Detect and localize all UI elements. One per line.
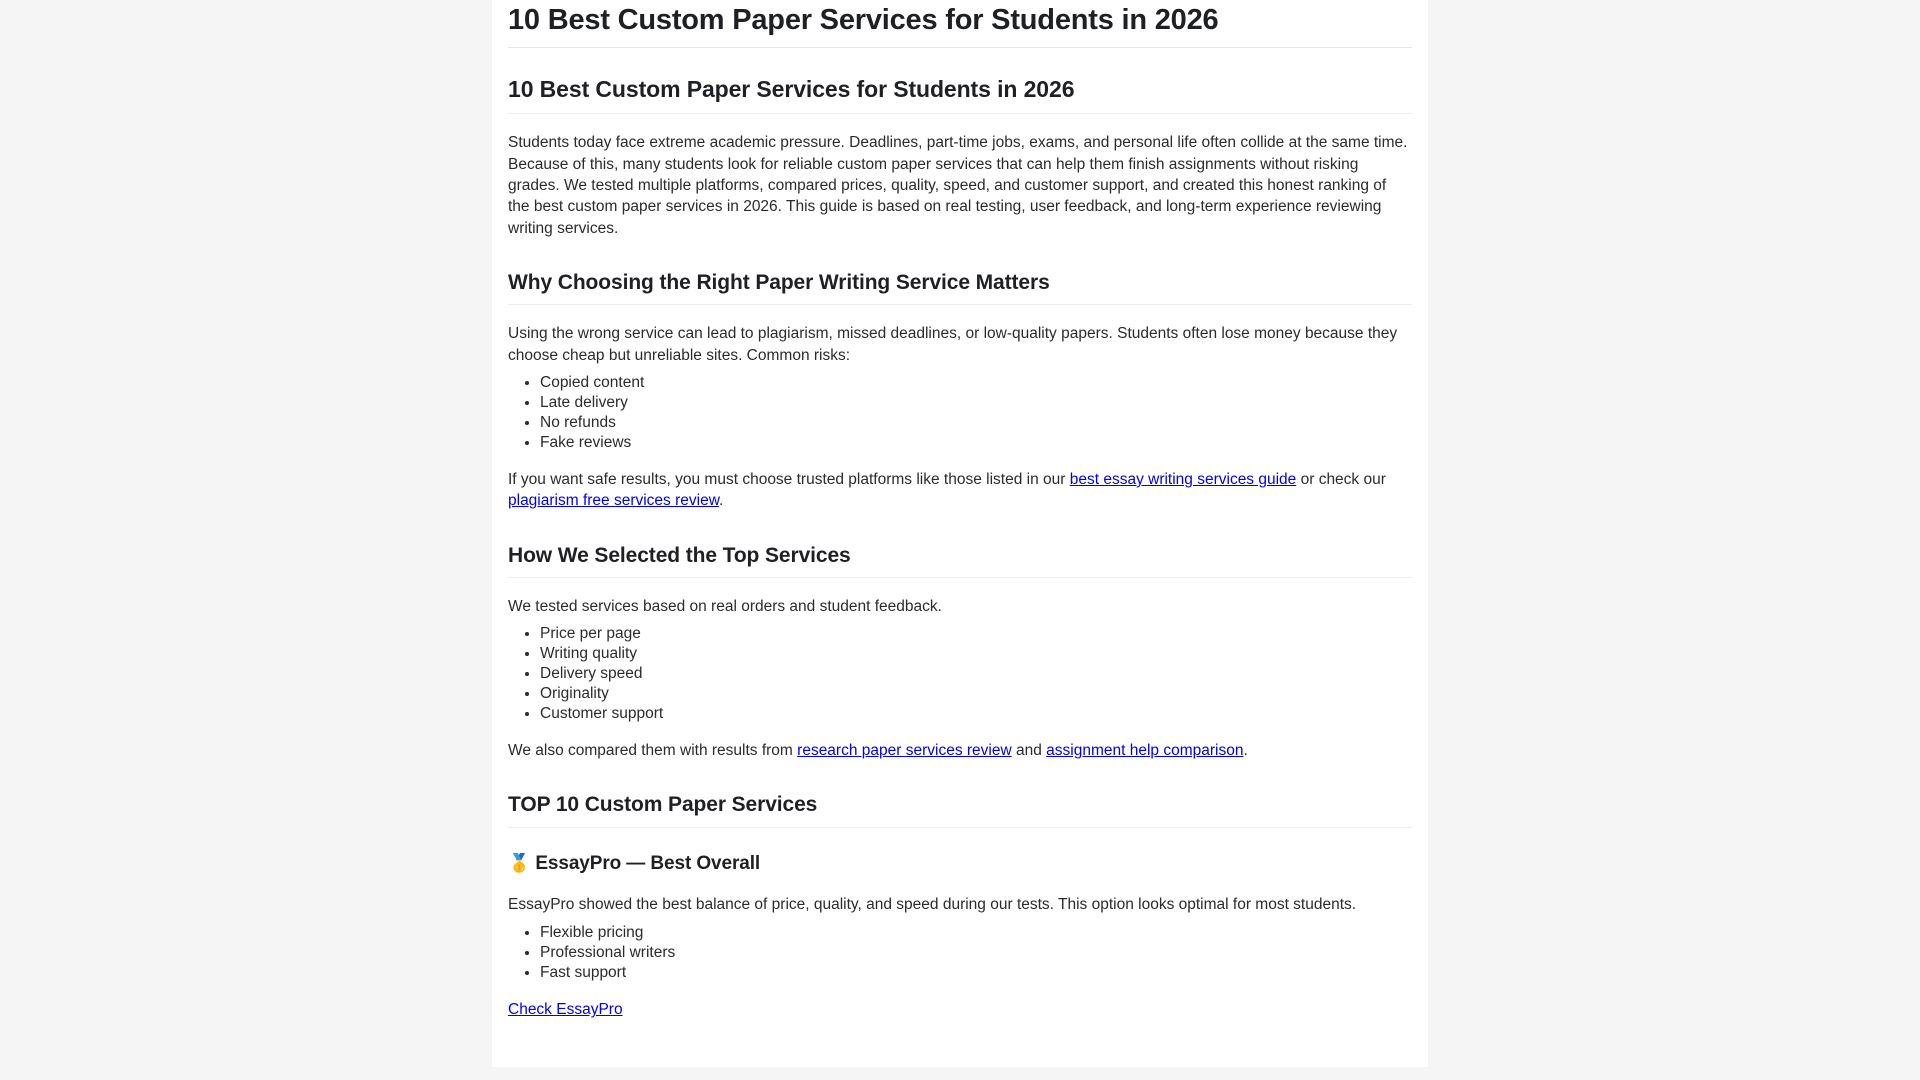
list-item: • Flexible pricing: [540, 926, 1412, 941]
gold-medal-icon: 🥇: [508, 852, 531, 873]
why-choosing-paragraph: Using the wrong service can lead to plagiarism, missed deadlines, or low-quality papers. Students often lose money because they choose cheap but unreliable sites. Common risks:: [508, 325, 1398, 364]
list-item: • Fast support: [540, 966, 1412, 981]
list-item: • Price per page: [540, 627, 1412, 642]
service-features-list-essaypro: [508, 923, 1412, 981]
page-title: 10 Best Custom Paper Services for Students in 2026: [508, 2, 1412, 48]
list-item: • Customer support: [540, 707, 1412, 722]
service-description-essaypro: EssayPro showed the best balance of price, quality, and speed during our tests. This option looks optimal for most students.: [508, 896, 1357, 914]
list-item: • No refunds: [540, 416, 1412, 431]
service-name-label: EssayPro — Best Overall: [535, 852, 761, 874]
intro-paragraph: Students today face extreme academic pressure. Deadlines, part-time jobs, exams, and personal life often collide at the same time. Because of this, many students look for reliable custom paper services that can help them finish assignments without risking grades. We tested multiple platforms, compared prices, quality, speed, and customer support, and created this honest ranking of the best custom paper services in 2026. This guide is based on real testing, user feedback, and long-term experience reviewing writing services.: [508, 134, 1408, 237]
how-selected-compare-paragraph: [508, 740, 1412, 761]
link-assignment-help-comparison[interactable]: assignment help comparison: [1046, 741, 1244, 759]
list-item: • Fake reviews: [540, 436, 1412, 451]
link-research-paper-services-review[interactable]: research paper services review: [797, 741, 1012, 759]
criteria-list: [508, 627, 1412, 722]
list-item: • Professional writers: [540, 946, 1412, 961]
section-heading-intro: 10 Best Custom Paper Services for Students in 2026: [508, 75, 1412, 114]
link-plagiarism-free-services-review[interactable]: plagiarism free services review: [508, 492, 720, 510]
list-item: • Delivery speed: [540, 667, 1412, 682]
list-item: • Writing quality: [540, 647, 1412, 662]
link-best-essay-writing-services-guide[interactable]: best essay writing services guide: [1069, 470, 1297, 488]
compare-text-middle: and: [1011, 741, 1047, 759]
article-panel: [492, 0, 1428, 1067]
why-choosing-closing-paragraph: [508, 469, 1412, 512]
how-selected-paragraph: We tested services based on real orders and student feedback.: [508, 598, 942, 616]
section-heading-top10: TOP 10 Custom Paper Services: [508, 791, 1412, 827]
section-heading-why-choosing: Why Choosing the Right Paper Writing Service Matters: [508, 269, 1412, 305]
closing-text-middle: or check our: [1296, 470, 1386, 488]
risks-list: [508, 376, 1412, 451]
article-inner: [508, 2, 1412, 1021]
service-entry-heading-essaypro: [508, 852, 1412, 877]
link-check-essaypro[interactable]: Check EssayPro: [508, 1001, 623, 1019]
list-item: • Originality: [540, 687, 1412, 702]
list-item: • Late delivery: [540, 396, 1412, 411]
list-item: • Copied content: [540, 376, 1412, 391]
compare-text-suffix: .: [1243, 741, 1248, 759]
section-heading-how-selected: How We Selected the Top Services: [508, 542, 1412, 578]
closing-text-prefix: If you want safe results, you must choose trusted platforms like those listed in our: [508, 470, 1070, 488]
closing-text-suffix: .: [719, 492, 724, 510]
compare-text-prefix: We also compared them with results from: [508, 741, 798, 759]
service-cta-paragraph-essaypro: [508, 999, 1412, 1020]
